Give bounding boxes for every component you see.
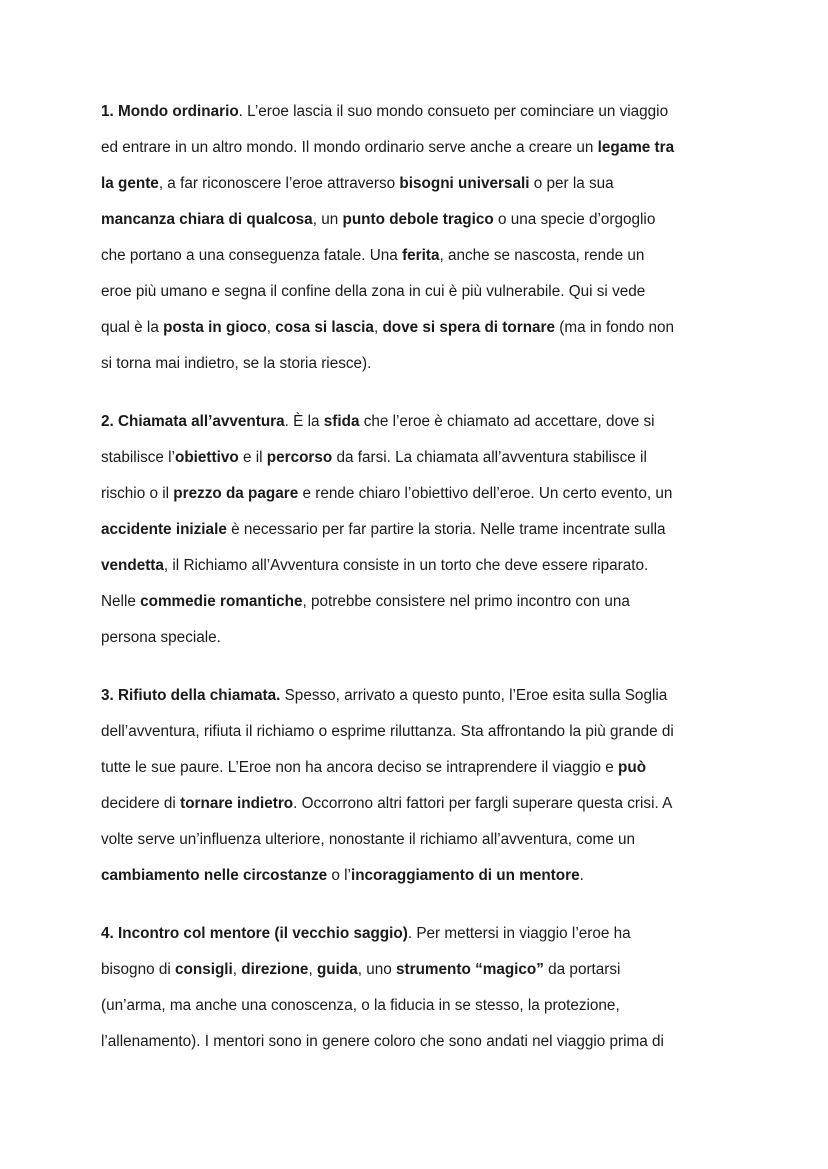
body-text: stabilisce l’ (101, 449, 175, 466)
bold-text: posta in gioco (163, 319, 267, 336)
body-text: Nelle (101, 593, 141, 610)
body-text: o per la sua (529, 175, 614, 192)
body-text: bisogno di (101, 961, 175, 978)
body-text: rischio o il (101, 485, 174, 502)
bold-text: commedie romantiche (140, 593, 303, 610)
body-text: persona speciale. (101, 629, 221, 646)
body-text: , uno (357, 961, 397, 978)
bold-text: 1. Mondo ordinario (101, 103, 239, 120)
bold-text: guida (316, 961, 358, 978)
body-text: dell’avventura, rifiuta il richiamo o esprime riluttanza. Sta affrontando la più grande di (101, 723, 674, 740)
paragraph-incontro-mentore (101, 916, 741, 1060)
paragraph-chiamata-avventura (101, 404, 741, 656)
text-line (101, 440, 741, 476)
bold-text: legame tra (597, 139, 675, 156)
body-text: da portarsi (543, 961, 621, 978)
body-text: . (579, 867, 584, 884)
bold-text: 3. Rifiuto della chiamata. (101, 687, 281, 704)
text-line (101, 202, 741, 238)
body-text: e il (238, 449, 267, 466)
text-line (101, 750, 741, 786)
body-text: . L’eroe lascia il suo mondo consueto per cominciare un viaggio (238, 103, 669, 120)
text-line (101, 786, 741, 822)
text-line (101, 346, 741, 382)
text-line (101, 678, 741, 714)
body-text: (un’arma, ma anche una conoscenza, o la fiducia in se stesso, la protezione, (101, 997, 620, 1014)
body-text: o una specie d’orgoglio (493, 211, 656, 228)
text-line (101, 858, 741, 894)
text-line (101, 310, 741, 346)
body-text: . Per mettersi in viaggio l’eroe ha (407, 925, 631, 942)
body-text: , (232, 961, 242, 978)
bold-text: sfida (323, 413, 360, 430)
bold-text: obiettivo (174, 449, 239, 466)
body-text: che l’eroe è chiamato ad accettare, dove si (359, 413, 655, 430)
body-text: , (308, 961, 317, 978)
body-text: , il Richiamo all’Avventura consiste in un torto che deve essere riparato. (163, 557, 649, 574)
body-text: si torna mai indietro, se la storia riesce). (101, 355, 372, 372)
body-text: da farsi. La chiamata all’avventura stabilisce il (332, 449, 647, 466)
body-text: decidere di (101, 795, 181, 812)
bold-text: dove si spera di tornare (382, 319, 556, 336)
text-line (101, 620, 741, 656)
body-text: (ma in fondo non (555, 319, 675, 336)
text-line (101, 822, 741, 858)
bold-text: ferita (402, 247, 440, 264)
body-text: che portano a una conseguenza fatale. Una (101, 247, 403, 264)
bold-text: prezzo da pagare (173, 485, 299, 502)
text-line (101, 404, 741, 440)
bold-text: strumento “magico” (396, 961, 544, 978)
bold-text: direzione (241, 961, 309, 978)
text-line (101, 988, 741, 1024)
bold-text: vendetta (101, 557, 164, 574)
text-line (101, 916, 741, 952)
paragraph-rifiuto-chiamata (101, 678, 741, 894)
text-line (101, 238, 741, 274)
body-text: . Occorrono altri fattori per fargli superare questa crisi. A (293, 795, 673, 812)
bold-text: cambiamento nelle circostanze (101, 867, 328, 884)
bold-text: punto debole tragico (342, 211, 494, 228)
text-line (101, 548, 741, 584)
bold-text: cosa si lascia (275, 319, 374, 336)
body-text: e rende chiaro l’obiettivo dell’eroe. Un certo evento, un (298, 485, 673, 502)
body-text: Spesso, arrivato a questo punto, l’Eroe esita sulla Soglia (280, 687, 668, 704)
body-text: l’allenamento). I mentori sono in genere coloro che sono andati nel viaggio prima di (101, 1033, 664, 1050)
document-page (101, 94, 741, 1082)
bold-text: incoraggiamento di un mentore (350, 867, 580, 884)
body-text: o l’ (327, 867, 351, 884)
text-line (101, 166, 741, 202)
body-text: , a far riconoscere l’eroe attraverso (158, 175, 400, 192)
body-text: . È la (284, 413, 324, 430)
text-line (101, 512, 741, 548)
bold-text: 4. Incontro col mentore (il vecchio saggio) (101, 925, 408, 942)
text-line (101, 952, 741, 988)
body-text: ed entrare in un altro mondo. Il mondo ordinario serve anche a creare un (101, 139, 598, 156)
bold-text: accidente iniziale (101, 521, 227, 538)
text-line (101, 476, 741, 512)
text-line (101, 274, 741, 310)
bold-text: mancanza chiara di qualcosa (101, 211, 313, 228)
body-text: , un (312, 211, 343, 228)
body-text: eroe più umano e segna il confine della zona in cui è più vulnerabile. Qui si vede (101, 283, 646, 300)
body-text: , (266, 319, 276, 336)
bold-text: può (618, 759, 647, 776)
text-line (101, 130, 741, 166)
body-text: tutte le sue paure. L’Eroe non ha ancora deciso se intraprendere il viaggio e (101, 759, 619, 776)
bold-text: percorso (266, 449, 333, 466)
bold-text: 2. Chiamata all’avventura (101, 413, 285, 430)
body-text: , anche se nascosta, rende un (439, 247, 645, 264)
text-line (101, 1024, 741, 1060)
text-line (101, 714, 741, 750)
text-line (101, 584, 741, 620)
bold-text: la gente (101, 175, 159, 192)
body-text: , (373, 319, 383, 336)
bold-text: consigli (175, 961, 233, 978)
body-text: , potrebbe consistere nel primo incontro con una (302, 593, 630, 610)
paragraph-mondo-ordinario (101, 94, 741, 382)
body-text: volte serve un’influenza ulteriore, nonostante il richiamo all’avventura, come un (101, 831, 635, 848)
body-text: qual è la (101, 319, 164, 336)
bold-text: tornare indietro (180, 795, 294, 812)
text-line (101, 94, 741, 130)
bold-text: bisogni universali (399, 175, 530, 192)
body-text: è necessario per far partire la storia. Nelle trame incentrate sulla (226, 521, 666, 538)
